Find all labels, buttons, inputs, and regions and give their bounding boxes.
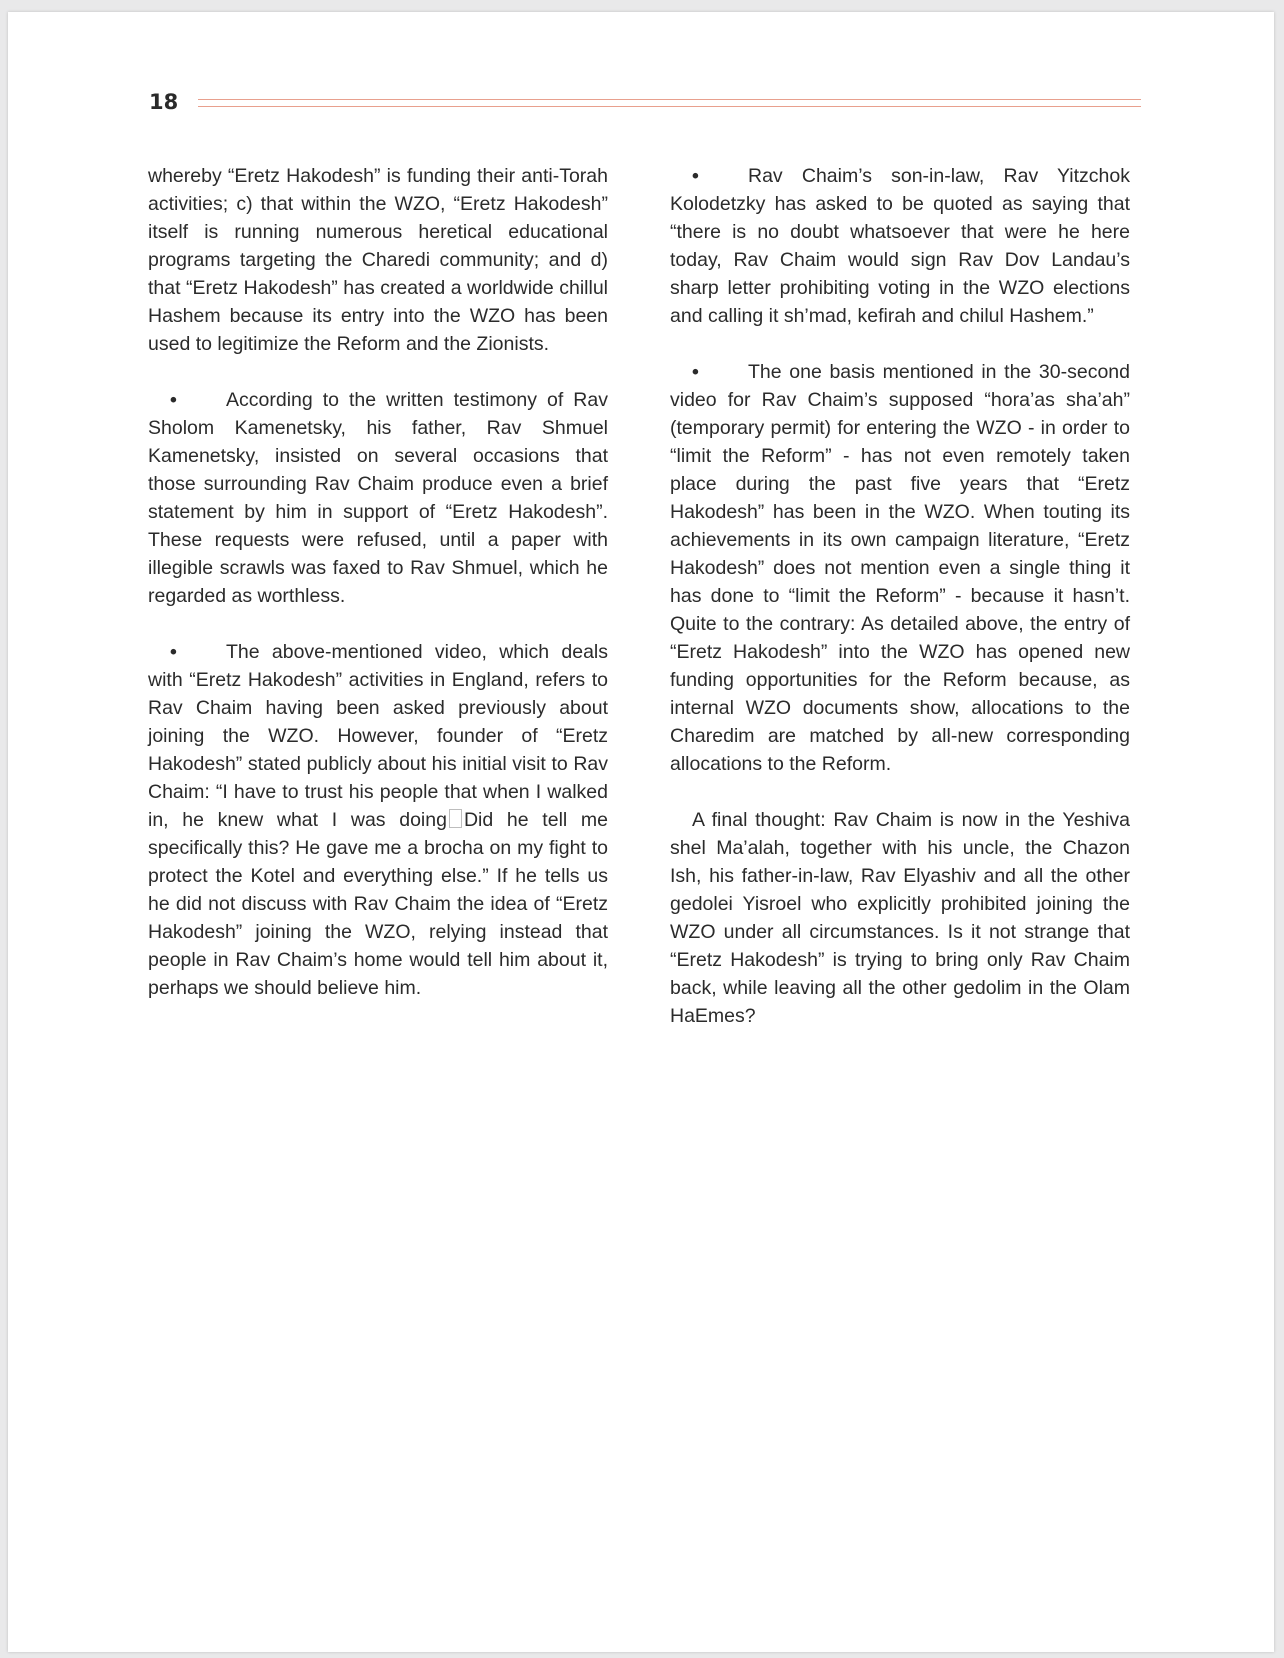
page-number: 18 bbox=[149, 90, 179, 114]
left-paragraph-3-text-a: The above-mentioned video, which deals with “Eretz Hakodesh” activities in England, refers to Rav Chaim having been asked previously about joining the WZO. However, founder of “Eretz Hakodesh” stated publicly about his initial visit to Rav Chaim: “I have to trust his people that when I walked in, he knew what I was doing bbox=[148, 641, 608, 831]
left-column bbox=[148, 162, 608, 1030]
left-bullet-paragraph-2 bbox=[148, 386, 608, 610]
right-paragraph-3 bbox=[670, 806, 1130, 1030]
left-paragraph-3-text-b: Did he tell me specifically this? He gave me a brocha on my fight to protect the Kotel and everything else.” If he tells us he did not discuss with Rav Chaim the idea of “Eretz Hakodesh” joining the WZO, relying instead that people in Rav Chaim’s home would tell him about it, perhaps we should believe him. bbox=[148, 809, 609, 999]
bullet-icon: • bbox=[692, 165, 699, 187]
right-bullet-paragraph-2 bbox=[670, 358, 1130, 778]
header-rule-top bbox=[198, 99, 1141, 100]
bullet-icon: • bbox=[170, 641, 177, 663]
document-page bbox=[8, 12, 1274, 1652]
left-paragraph-2-text: According to the written testimony of Rav Sholom Kamenetsky, his father, Rav Shmuel Kamenetsky, insisted on several occasions that those surrounding Rav Chaim produce even a brief statement by him in support of “Eretz Hakodesh”. These requests were refused, until a paper with illegible scrawls was faxed to Rav Shmuel, which he regarded as worthless. bbox=[148, 389, 608, 607]
header-rule-bottom bbox=[198, 106, 1141, 107]
right-paragraph-3-text: A final thought: Rav Chaim is now in the Yeshiva shel Ma’alah, together with his uncle, the Chazon Ish, his father-in-law, Rav Elyashiv and all the other gedolei Yisroel who explicitly prohibited joining the WZO under all circumstances. Is it not strange that “Eretz Hakodesh” is trying to bring only Rav Chaim back, while leaving all the other gedolim in the Olam HaEmes? bbox=[670, 809, 1130, 1027]
right-paragraph-2-text: The one basis mentioned in the 30-second video for Rav Chaim’s supposed “hora’as sha’ah” (temporary permit) for entering the WZO - in order to “limit the Reform” - has not even remotely taken place during the past five years that “Eretz Hakodesh” has been in the WZO. When touting its achievements in its own campaign literature, “Eretz Hakodesh” does not mention even a single thing it has done to “limit the Reform” - because it hasn’t. Quite to the contrary: As detailed above, the entry of “Eretz Hakodesh” into the WZO has opened new funding opportunities for the Reform because, as internal WZO documents show, allocations to the Charedim are matched by all-new corresponding allocations to the Reform. bbox=[670, 361, 1130, 775]
bullet-icon: • bbox=[170, 389, 177, 411]
missing-glyph-icon bbox=[449, 809, 462, 828]
right-bullet-paragraph-1 bbox=[670, 162, 1130, 330]
left-paragraph-1: whereby “Eretz Hakodesh” is funding their anti-Torah activities; c) that within the WZO, “Eretz Hakodesh” itself is running numerous heretical educational programs targeting the Charedi community; and d) that “Eretz Hakodesh” has created a worldwide chillul Hashem because its entry into the WZO has been used to legitimize the Reform and the Zionists. bbox=[148, 165, 608, 355]
bullet-icon: • bbox=[692, 361, 699, 383]
right-column bbox=[670, 162, 1130, 1058]
right-paragraph-1-text: Rav Chaim’s son-in-law, Rav Yitzchok Kolodetzky has asked to be quoted as saying that “there is no doubt whatsoever that were he here today, Rav Chaim would sign Rav Dov Landau’s sharp letter prohibiting voting in the WZO elections and calling it sh’mad, kefirah and chilul Hashem.” bbox=[670, 165, 1130, 327]
left-bullet-paragraph-3 bbox=[148, 638, 608, 1002]
